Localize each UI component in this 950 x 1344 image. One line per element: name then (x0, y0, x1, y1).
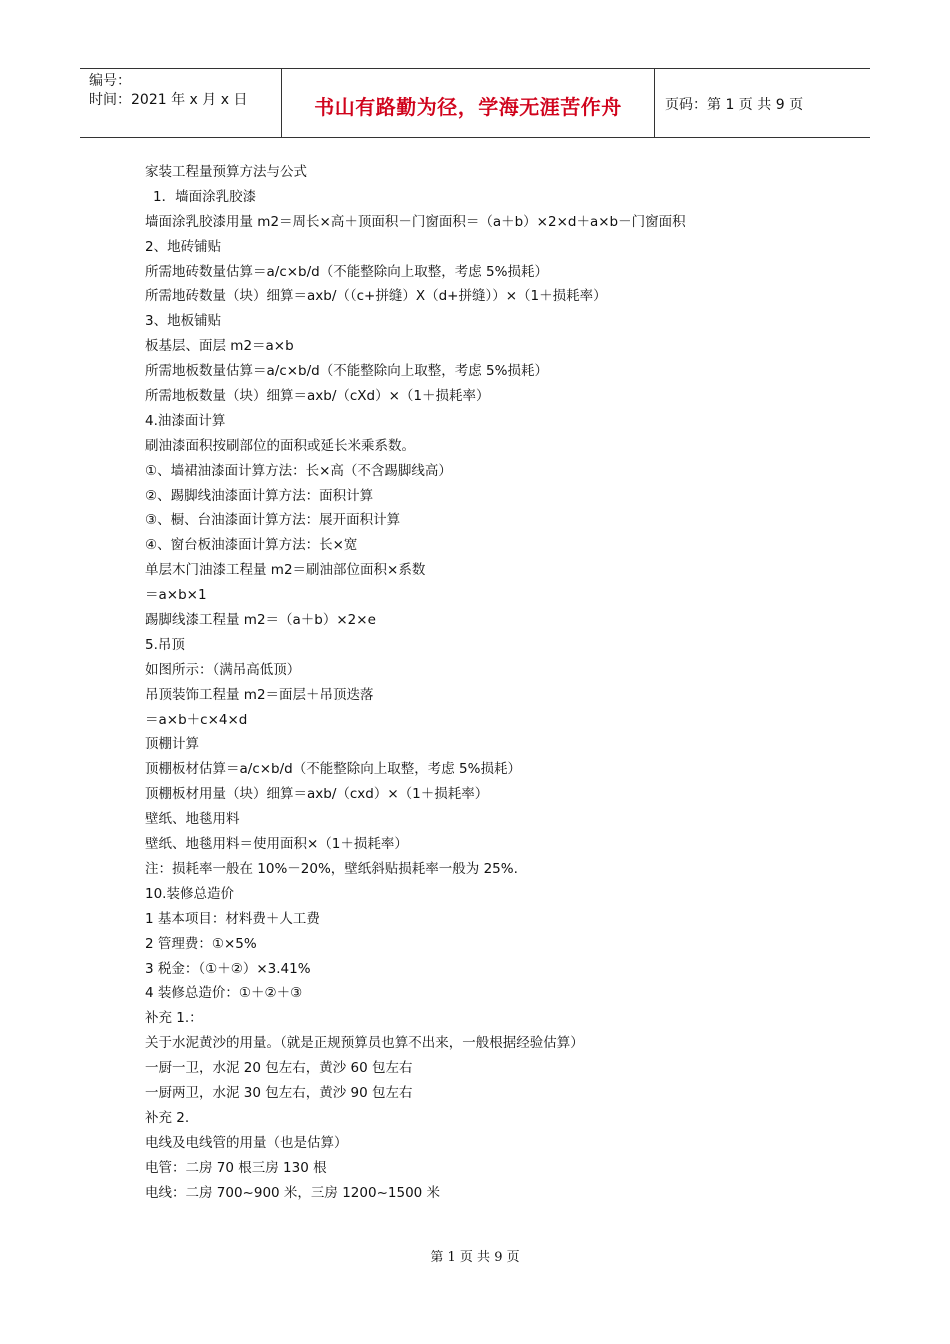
body-line: 4 装修总造价：①＋②＋③ (145, 985, 303, 1002)
body-line: 一厨两卫，水泥 30 包左右，黄沙 90 包左右 (145, 1084, 413, 1101)
body-line: 所需地板数量估算＝a/c×b/d（不能整除向上取整，考虑 5%损耗） (145, 363, 548, 380)
motto-text: 书山有路勤为径，学海无涯苦作舟 (314, 95, 622, 119)
body-line: 单层木门油漆工程量 m2＝刷油部位面积×系数 (145, 562, 426, 579)
body-line: 关于水泥黄沙的用量。（就是正规预算员也算不出来，一般根据经验估算） (145, 1035, 584, 1052)
body-line: 1．墙面涂乳胶漆 (153, 188, 257, 205)
body-line: ②、踢脚线油漆面计算方法：面积计算 (145, 487, 374, 504)
body-line: 顶棚板材估算＝a/c×b/d（不能整除向上取整，考虑 5%损耗） (145, 761, 521, 778)
body-line: 2、地砖铺贴 (145, 238, 222, 255)
body-line: ③、橱、台油漆面计算方法：展开面积计算 (145, 512, 401, 529)
body-line: 所需地板数量（块）细算＝axb/（cXd）×（1＋损耗率） (145, 388, 490, 405)
body-line: ①、墙裙油漆面计算方法：长×高（不含踢脚线高） (145, 462, 452, 479)
document-header (80, 68, 870, 138)
body-line: 顶棚计算 (145, 736, 199, 753)
body-line: 所需地砖数量估算＝a/c×b/d（不能整除向上取整，考虑 5%损耗） (145, 263, 548, 280)
body-line: 3 税金：（①＋②）×3.41% (145, 960, 311, 977)
body-line: 壁纸、地毯用料＝使用面积×（1＋损耗率） (145, 836, 408, 853)
body-line: 吊顶装饰工程量 m2＝面层＋吊顶迭落 (145, 686, 374, 703)
body-line: 如图所示：（满吊高低顶） (145, 661, 301, 678)
page-footer: 第 1 页 共 9 页 (430, 1250, 520, 1265)
body-line: 踢脚线漆工程量 m2＝（a＋b）×2×e (145, 612, 376, 629)
body-line: 电管：二房 70 根三房 130 根 (145, 1159, 327, 1176)
body-line: 顶棚板材用量（块）细算＝axb/（cxd）×（1＋损耗率） (145, 786, 489, 803)
body-line: 电线及电线管的用量（也是估算） (145, 1134, 348, 1151)
body-line: ＝a×b×1 (145, 587, 207, 604)
body-line: 4.油漆面计算 (145, 412, 226, 429)
body-line: 所需地砖数量（块）细算＝axb/（（c+拼缝）X（d+拼缝））×（1＋损耗率） (145, 288, 607, 305)
body-line: 5.吊顶 (145, 636, 185, 653)
header-motto-cell (282, 69, 655, 137)
body-line: 2 管理费：①×5% (145, 935, 257, 952)
body-line: 补充 2. (145, 1109, 190, 1126)
body-line: 10.装修总造价 (145, 885, 234, 902)
body-line: 注：损耗率一般在 10%－20%，壁纸斜贴损耗率一般为 25%. (145, 860, 518, 877)
number-label: 编号： (89, 73, 131, 89)
body-line: 一厨一卫，水泥 20 包左右，黄沙 60 包左右 (145, 1060, 413, 1077)
header-meta-cell (80, 69, 282, 137)
body-line: 补充 1.： (145, 1010, 203, 1027)
body-line: 板基层、面层 m2＝a×b (145, 338, 294, 355)
body-line: 3、地板铺贴 (145, 313, 222, 330)
body-line: ＝a×b＋c×4×d (145, 711, 248, 728)
body-line: 刷油漆面积按刷部位的面积或延长米乘系数。 (145, 437, 415, 454)
body-line: 电线：二房 700~900 米，三房 1200~1500 米 (145, 1184, 441, 1201)
body-line: ④、窗台板油漆面计算方法：长×宽 (145, 537, 358, 554)
date-label: 时间：2021 年 x 月 x 日 (89, 92, 248, 108)
body-line: 墙面涂乳胶漆用量 m2＝周长×高＋顶面积－门窗面积＝（a＋b）×2×d＋a×b－门窗面积 (145, 213, 686, 230)
body-line: 1 基本项目：材料费＋人工费 (145, 910, 320, 927)
body-line: 壁纸、地毯用料 (145, 811, 240, 828)
page-info: 页码：第 1 页 共 9 页 (665, 97, 804, 113)
header-page-cell (655, 69, 870, 137)
body-line: 家装工程量预算方法与公式 (145, 164, 307, 180)
document-body (145, 160, 845, 1205)
